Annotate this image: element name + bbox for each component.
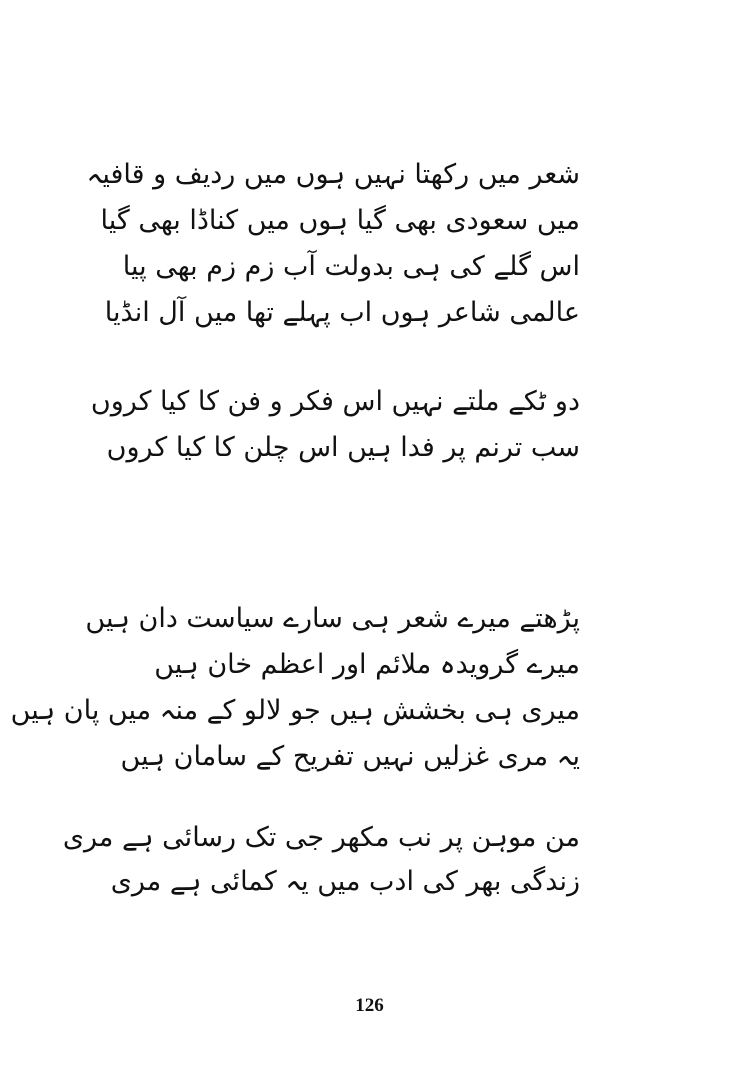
verse-line: سب ترنم پر فدا ہیں اس چلن کا کیا کروں — [106, 432, 580, 463]
page-number: 126 — [355, 995, 384, 1016]
stanza-3 — [10, 596, 580, 780]
verse-line: میں سعودی بھی گیا ہوں میں کناڈا بھی گیا — [100, 205, 580, 236]
stanza-4 — [62, 816, 580, 904]
verse-line: میری ہی بخشش ہیں جو لالو کے منہ میں پان ہیں — [10, 695, 580, 726]
verse-line: من موہن پر نب مکھر جی تک رسائی ہے مری — [62, 822, 580, 853]
verse-line: پڑھتے میرے شعر ہی سارے سیاست دان ہیں — [85, 603, 580, 634]
verse-line: عالمی شاعر ہوں اب پہلے تھا میں آل انڈیا — [104, 297, 580, 328]
verse-line: شعر میں رکھتا نہیں ہوں میں ردیف و قافیہ — [86, 159, 580, 190]
verse-line: اس گلے کی ہی بدولت آب زم زم بھی پیا — [122, 251, 580, 282]
verse-line: میرے گرویدہ ملائم اور اعظم خان ہیں — [154, 649, 580, 680]
stanza-2 — [90, 379, 580, 471]
verse-line: یہ مری غزلیں نہیں تفریح کے سامان ہیں — [120, 741, 580, 772]
stanza-1 — [86, 152, 580, 336]
verse-line: زندگی بھر کی ادب میں یہ کمائی ہے مری — [110, 866, 580, 897]
verse-line: دو ٹکے ملتے نہیں اس فکر و فن کا کیا کروں — [90, 386, 580, 417]
